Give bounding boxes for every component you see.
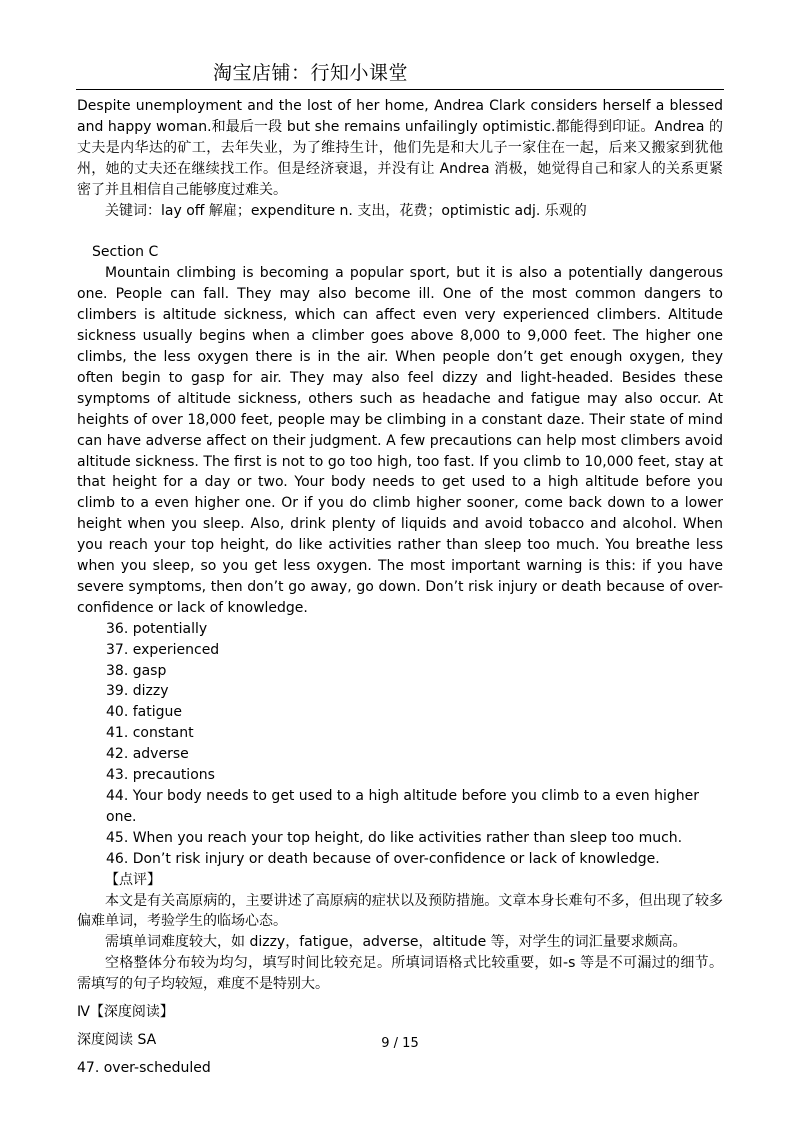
section-c-heading: Section C [92,244,159,261]
spacer [77,1023,723,1030]
answer-item: 40. fatigue [106,704,182,721]
answer-item: 43. precautions [106,767,215,784]
document-body [77,96,723,1079]
comment-paragraph: 本文是有关高原病的，主要讲述了高原病的症状以及预防措施。文章本身长难句不多，但出现了较多偏难单词，考验学生的临场心态。 [77,892,723,930]
answer-item: 37. experienced [106,641,220,658]
page-number: 9 / 15 [381,1036,419,1051]
comment-heading: 【点评】 [105,871,161,888]
spacer [77,221,723,242]
answer-item: 36. potentially [106,620,208,637]
answer-item: 41. constant [106,725,194,742]
spacer [77,1051,723,1058]
answer-item: 38. gasp [106,662,167,679]
section-c-passage: Mountain climbing is becoming a popular sport, but it is also a potentially dangerous one. People can fall. They may also become ill. One of the most common dangers to climbers is altitude sickness, which can affect even very experienced climbers. Altitude sickness usually begins when a climber goes above 8,000 to 9,000 feet. The higher one climbs, the less oxygen there is in the air. When people don’t get enough oxygen, they often begin to gasp for air. They may also feel dizzy and light-headed. Besides these symptoms of altitude sickness, others such as headache and fatigue may also occur. At heights of over 18,000 feet, people may be climbing in a constant daze. Their state of mind can have adverse affect on their judgment. A few precautions can help most climbers avoid altitude sickness. The first is not to go too high, too fast. If you climb to 10,000 feet, stay at that height for a day or two. Your body needs to get used to a high altitude before you climb to a even higher one. Or if you do climb higher sooner, come back down to a lower height when you sleep. Also, drink plenty of liquids and avoid tobacco and alcohol. When you reach your top height, do like activities rather than sleep too much. You breathe less when you sleep, so you get less oxygen. The most important warning is this: if you have severe symptoms, then don’t go away, go down. Don’t risk injury or death because of over-confidence or lack of knowledge. [77,265,723,616]
deep-reading-subheading: 深度阅读 SA [77,1031,157,1048]
page-header-title: 淘宝店铺：行知小课堂 [213,62,409,84]
summary-paragraph: Despite unemployment and the lost of her home, Andrea Clark considers herself a blessed and happy woman.和最后一段 but she remains unfailingly optimistic.都能得到印证。Andrea 的丈夫是内华达的矿工，去年失业，为了维持生计，他们先是和大儿子一家住在一起，后来又搬家到犹他州，她的丈夫还在继续找工作。但是经济衰退，并没有让 Andrea 消极，她觉得自己和家人的关系更紧密了并且相信自己能够度过难关。 [77,98,723,198]
answer-item: 45. When you reach your top height, do like activities rather than sleep too much. [106,829,683,846]
answer-item: 44. Your body needs to get used to a high altitude before you climb to a even higher one. [106,788,699,825]
answer-item: 39. dizzy [106,683,169,700]
comment-paragraph: 需填单词难度较大，如 dizzy，fatigue，adverse，altitude 等，对学生的词汇量要求颇高。 [105,934,687,951]
header-divider [76,89,724,90]
keywords-line: 关键词：lay off 解雇；expenditure n. 支出，花费；optimistic adj. 乐观的 [105,202,587,219]
deep-reading-heading: Ⅳ【深度阅读】 [77,1004,174,1021]
answer-item: 42. adverse [106,746,189,763]
answer-item: 46. Don’t risk injury or death because of over-confidence or lack of knowledge. [106,850,660,867]
deep-reading-answer: 47. over-scheduled [77,1059,211,1076]
spacer [77,995,723,1002]
comment-paragraph: 空格整体分布较为均匀，填写时间比较充足。所填词语格式比较重要，如-s 等是不可漏过的细节。需填写的句子均较短，难度不是特别大。 [77,955,723,993]
